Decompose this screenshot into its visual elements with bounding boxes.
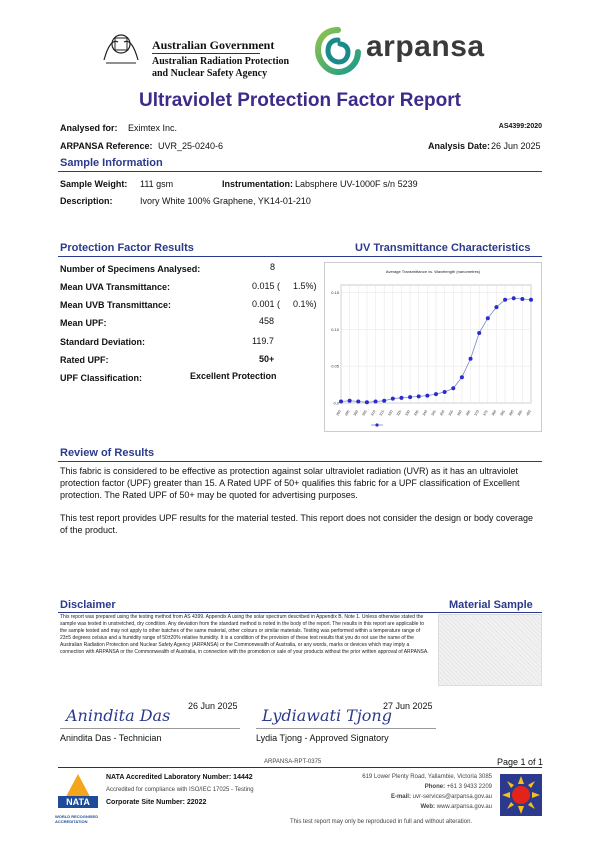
analysed-for-value: Eximtex Inc.	[128, 123, 178, 133]
agency-line2: and Nuclear Safety Agency	[152, 68, 268, 79]
technician-date: 26 Jun 2025	[188, 701, 238, 711]
y-tick-label: 0.05	[331, 363, 339, 369]
x-tick-label: 335	[413, 409, 420, 417]
x-tick-label: 365	[465, 409, 472, 417]
data-point	[382, 399, 386, 403]
x-tick-label: 350	[439, 409, 446, 417]
address: 619 Lower Plenty Road, Yallambie, Victoria 3085	[362, 774, 492, 780]
data-point	[391, 397, 395, 401]
chart-title: Average Transmittance vs. Wavelength (nanometres)	[385, 269, 481, 274]
x-tick-label: 370	[473, 409, 481, 417]
technician-signature: Anindita Das	[66, 706, 171, 725]
signatory-signature: Lydiawati Tjong	[262, 706, 392, 725]
data-point	[451, 386, 455, 390]
data-point	[494, 305, 498, 309]
data-point	[512, 296, 516, 300]
data-point	[443, 390, 447, 394]
instrument-value: Labsphere UV-1000F s/n 5239	[295, 179, 418, 189]
x-tick-label: 290	[335, 409, 342, 417]
uv-chart-heading: UV Transmittance Characteristics	[355, 242, 531, 254]
results-row-label: Mean UVB Transmittance:	[60, 300, 172, 310]
x-tick-label: 345	[430, 409, 437, 417]
data-point	[417, 394, 421, 398]
x-tick-label: 395	[516, 409, 524, 417]
results-row-value: 119.7	[252, 336, 274, 346]
web-link[interactable]: www.arpansa.gov.au	[436, 804, 492, 810]
reference-value: UVR_25-0240-6	[158, 141, 224, 151]
sample-rule	[58, 171, 542, 172]
uv-sun-logo-icon	[500, 774, 542, 816]
review-para1: This fabric is considered to be effective as protection against solar ultraviolet radiation (UVR) as it has an ultraviolet protection factor (UPF) greater than 15. A Rated UPF of 50+ qualifies this fabric for a UPF classification of Excellent protection. The Rated UPF of 50+ may be quoted for advertising purposes.	[60, 466, 520, 500]
agency-line1: Australian Radiation Protection	[152, 56, 290, 67]
results-row-label: Number of Specimens Analysed:	[60, 264, 201, 274]
results-heading: Protection Factor Results	[60, 242, 194, 254]
uv-chart-svg	[325, 263, 541, 431]
data-point	[477, 331, 481, 335]
data-point	[374, 400, 378, 404]
uv-chart	[324, 262, 542, 432]
x-tick-label: 310	[370, 409, 377, 417]
y-tick-label: 0.15	[331, 289, 339, 295]
x-tick-label: 400	[525, 409, 532, 417]
compliance-text: Accredited for compliance with ISO/IEC 17025 - Testing	[106, 787, 254, 793]
arpansa-logo-icon	[314, 26, 362, 76]
analysis-date-value: 26 Jun 2025	[491, 141, 541, 151]
y-tick-label: 0.0	[333, 400, 339, 406]
results-rule	[58, 256, 542, 257]
x-tick-label: 305	[361, 409, 368, 417]
x-tick-label: 295	[344, 409, 351, 417]
nata-label: NATA	[66, 797, 90, 807]
email-link[interactable]: uvr-services@arpansa.gov.au	[412, 794, 492, 800]
web-label: Web:	[420, 804, 436, 810]
signatory-name: Lydia Tjong - Approved Signatory	[256, 733, 389, 743]
results-row-value: 458	[259, 316, 275, 326]
data-point	[425, 394, 429, 398]
doc-code: ARPANSA-RPT-0375	[264, 759, 322, 765]
x-tick-label: 390	[508, 409, 515, 417]
data-point	[529, 298, 533, 302]
results-row-value: Excellent Protection	[190, 371, 277, 381]
weight-label: Sample Weight:	[60, 179, 128, 189]
x-tick-label: 380	[490, 409, 498, 417]
report-title: Ultraviolet Protection Factor Report	[139, 90, 461, 111]
technician-name: Anindita Das - Technician	[60, 733, 162, 743]
disclaimer-heading: Disclaimer	[60, 599, 116, 611]
gov-title: Australian Government	[152, 38, 275, 52]
data-point	[399, 396, 403, 400]
phone-row	[425, 784, 492, 790]
signatory-date: 27 Jun 2025	[383, 701, 433, 711]
analysed-for-label: Analysed for:	[60, 123, 118, 133]
disclaimer-rule	[58, 612, 542, 613]
data-point	[503, 298, 507, 302]
results-row-value: 0.001 (	[252, 299, 281, 309]
data-point	[469, 357, 473, 361]
gov-rule	[152, 53, 260, 54]
results-row-extra: 0.1%)	[293, 299, 317, 309]
data-point	[486, 316, 490, 320]
x-tick-label: 375	[482, 409, 489, 417]
results-row-value: 50+	[259, 354, 275, 364]
x-tick-label: 325	[395, 409, 403, 417]
instrument-label: Instrumentation:	[222, 179, 293, 189]
data-point	[520, 297, 524, 301]
results-row-value: 0.015 (	[252, 281, 281, 291]
y-tick-label: 0.10	[331, 326, 339, 332]
lab-number: NATA Accredited Laboratory Number: 14442	[106, 774, 253, 781]
weight-value: 111 gsm	[140, 179, 174, 189]
nata-sub: WORLD RECOGNISED ACCREDITATION	[55, 814, 99, 824]
disclaimer-text: This report was prepared using the testing method from AS 4399. Appendix A using the solar spectrum described in Appendix B. Note 1. Unless otherwise stated the sample was tested in unstretched, dry condition. Any deviation from the standard method is noted in the body of the report. The results in this report are applicable to the sample tested and may not apply to other batches of the same material, other colours or similar materials. Testing was performed within a temperature range of 23±5 degrees celsius and a humidity range of 50±20% relative humidity. It is a condition of the provision of these test results that you do not use the name of the Australian Radiation Protection and Nuclear Safety Agency (ARPANSA) or the Commonwealth of Australia, or any words, marks or devices which may imply a connection with ARPANSA or the Commonwealth of Australia, in connection with the promotion or sale of your products without the prior written approval of ARPANSA.	[60, 614, 429, 655]
x-tick-label: 300	[352, 409, 360, 417]
x-tick-label: 385	[499, 409, 506, 417]
reference-label: ARPANSA Reference:	[60, 141, 153, 151]
analysis-date-label: Analysis Date:	[428, 141, 491, 151]
data-point	[348, 399, 352, 403]
data-point	[365, 400, 369, 404]
x-tick-label: 360	[456, 409, 463, 417]
review-heading: Review of Results	[60, 447, 155, 459]
results-row-value: 8	[270, 262, 276, 272]
phone: +61 3 9433 2209	[446, 784, 492, 790]
page-number: Page 1 of 1	[497, 757, 544, 767]
description-label: Description:	[60, 196, 113, 206]
x-tick-label: 315	[378, 409, 386, 417]
web-row	[421, 804, 493, 810]
data-point	[434, 392, 438, 396]
results-row-label: UPF Classification:	[60, 373, 143, 383]
results-row-label: Mean UVA Transmittance:	[60, 282, 171, 292]
corporate-site: Corporate Site Number: 22022	[106, 799, 207, 806]
standard-code: AS4399:2020	[498, 123, 542, 130]
brand-name: arpansa	[366, 30, 485, 63]
footer-rule	[58, 767, 542, 768]
sample-heading: Sample Information	[60, 157, 163, 169]
description-value: Ivory White 100% Graphene, YK14-01-210	[140, 196, 311, 206]
review-rule	[58, 461, 542, 462]
data-point	[408, 395, 412, 399]
x-tick-label: 320	[387, 409, 394, 417]
technician-rule	[60, 728, 240, 729]
email-label: E-mail:	[390, 794, 411, 800]
phone-label: Phone:	[424, 784, 446, 790]
x-tick-label: 330	[404, 409, 411, 417]
results-row-extra: 1.5%)	[293, 281, 317, 291]
legend-marker	[375, 423, 378, 426]
results-row-label: Mean UPF:	[60, 318, 107, 328]
reproduce-note: This test report may only be reproduced in full and without alteration.	[290, 819, 473, 825]
x-tick-label: 340	[421, 409, 429, 417]
results-row-label: Rated UPF:	[60, 355, 109, 365]
signatory-rule	[256, 728, 436, 729]
data-point	[339, 400, 343, 404]
data-point	[356, 400, 360, 404]
data-point	[460, 375, 464, 379]
x-tick-label: 355	[447, 409, 455, 417]
gov-crest-icon	[100, 30, 142, 66]
email-row	[391, 794, 492, 800]
results-row-label: Standard Deviation:	[60, 337, 146, 347]
review-para2: This test report provides UPF results for the material tested. This report does not consider the design or body coverage of the product.	[60, 513, 534, 535]
material-sample-heading: Material Sample	[449, 599, 533, 611]
material-sample-image	[438, 614, 542, 686]
